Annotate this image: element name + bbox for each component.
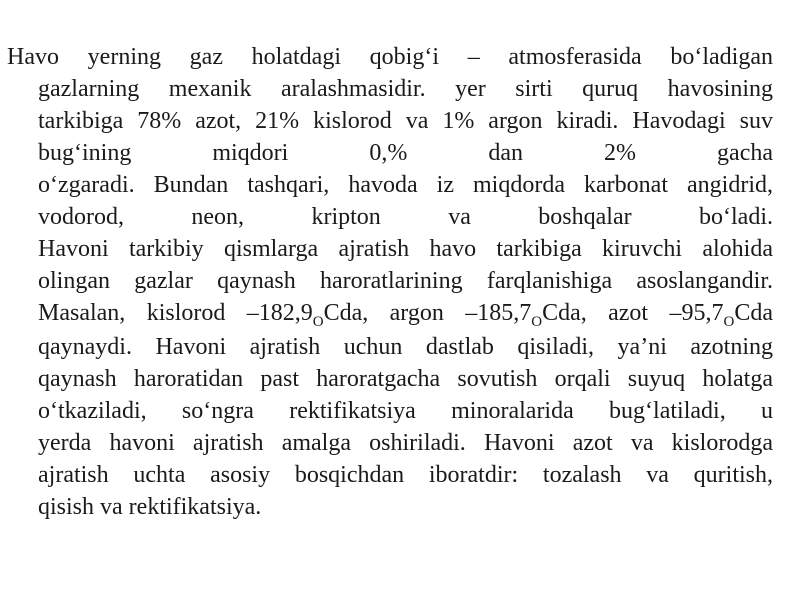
text-line: Havoni tarkibiy qismlarga ajratish havo tarkibiga kiruvchi alohida [38,236,773,262]
text-line: ajratish uchta asosiy bosqichdan iboratdir: tozalash va quritish, [38,462,773,488]
text-segment: Cda, argon –185,7 [323,300,532,326]
text-segment: Cda [734,300,773,326]
text-line: qaynaydi. Havoni ajratish uchun dastlab qisiladi, ya’ni azotning [38,334,773,360]
text-line: qisish va rektifikatsiya. [38,494,262,520]
text-line: gazlarning mexanik aralashmasidir. yer sirti quruq havosining [38,76,773,102]
subscript: O [723,314,735,330]
text-line: olingan gazlar qaynash haroratlarining farqlanishiga asoslangandir. [38,268,773,294]
text-line: Havo yerning gaz holatdagi qobig‘i – atmosferasida bo‘ladigan [7,44,773,70]
subscript: O [312,314,324,330]
paragraph [7,41,773,523]
text-segment: Cda, azot –95,7 [542,300,724,326]
text-line: yerda havoni ajratish amalga oshiriladi. Havoni azot va kislorodga [38,430,773,456]
text-line: qaynash haroratidan past haroratgacha sovutish orqali suyuq holatga [38,366,773,392]
text-line: tarkibiga 78% azot, 21% kislorod va 1% argon kiradi. Havodagi suv [38,108,773,134]
text-line: o‘tkaziladi, so‘ngra rektifikatsiya minoralarida bug‘latiladi, u [38,398,773,424]
text-line: bug‘ining miqdori 0,% dan 2% gacha [38,140,773,166]
text-line: vodorod, neon, kripton va boshqalar bo‘ladi. [38,204,773,230]
text-segment: Masalan, kislorod –182,9 [38,300,313,326]
text-line: o‘zgaradi. Bundan tashqari, havoda iz miqdorda karbonat angidrid, [38,172,773,198]
subscript: O [531,314,543,330]
